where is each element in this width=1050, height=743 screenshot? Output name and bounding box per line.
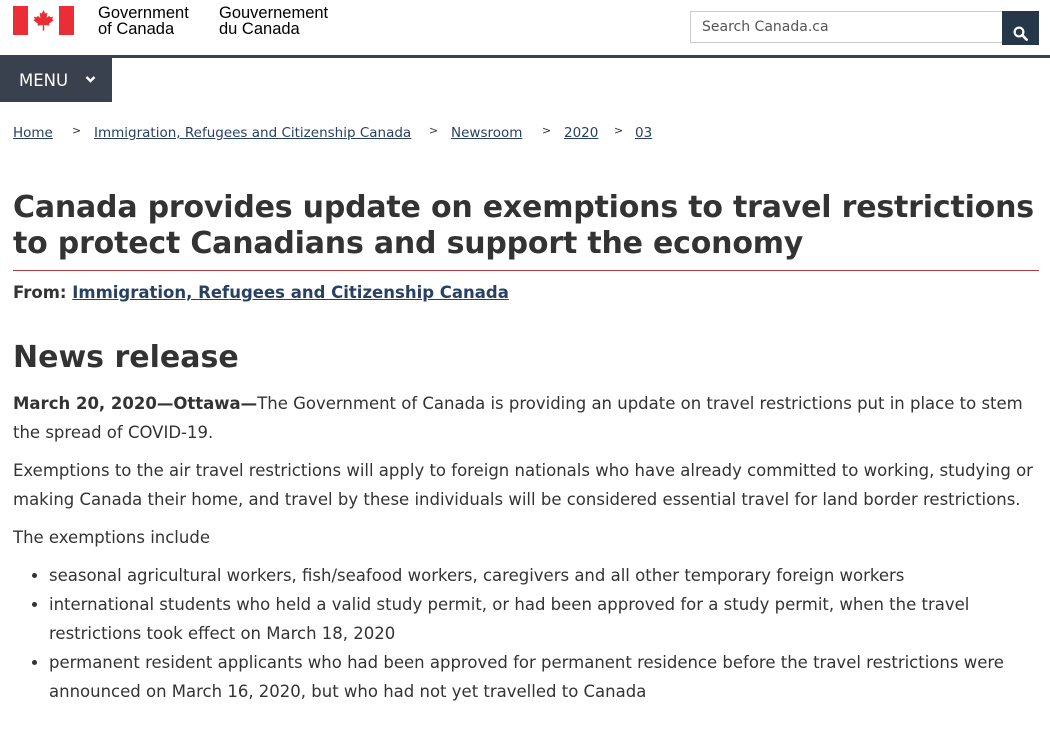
article-body	[13, 389, 1039, 706]
title-divider	[13, 270, 1039, 271]
menu-button[interactable]	[0, 58, 112, 102]
paragraph-intro	[13, 389, 1039, 447]
breadcrumb-separator: >	[429, 124, 439, 137]
search-input[interactable]	[690, 11, 1003, 43]
breadcrumb-03[interactable]: 03	[635, 125, 653, 141]
exemptions-list	[13, 561, 1039, 706]
signature-french[interactable]	[219, 5, 328, 37]
signature-fr-line1: Gouvernement	[219, 4, 329, 22]
search-button[interactable]	[1002, 11, 1039, 45]
dateline: March 20, 2020—Ottawa—	[13, 394, 258, 413]
signature-fr-line2: du Canada	[219, 20, 300, 38]
signature-en-line1: Government	[98, 4, 189, 22]
paragraph-intro-text: The Government of Canada is providing an update on travel restrictions put in place to stem the spread of COVID-19.	[13, 394, 1023, 442]
canada-flag-icon[interactable]	[13, 6, 74, 35]
search-form	[690, 11, 1039, 45]
from-line	[13, 283, 509, 302]
list-item: • permanent resident applicants who had been approved for permanent residence before the travel restrictions were announced on March 16, 2020, but who had not yet travelled to Canada	[49, 648, 1039, 706]
breadcrumb-ircc[interactable]: Immigration, Refugees and Citizenship Canada	[94, 125, 412, 141]
signature-en-line2: of Canada	[98, 20, 175, 38]
breadcrumb-home[interactable]: Home	[13, 125, 53, 141]
from-label: From:	[13, 283, 67, 302]
list-item: • international students who held a valid study permit, or had been approved for a study permit, when the travel restrictions took effect on March 18, 2020	[49, 590, 1039, 648]
breadcrumb-separator: >	[542, 124, 552, 137]
list-item: • seasonal agricultural workers, fish/seafood workers, caregivers and all other temporary foreign workers	[49, 561, 1039, 590]
breadcrumb-separator: >	[72, 124, 82, 137]
site-header	[0, 0, 1050, 58]
paragraph-exemptions: Exemptions to the air travel restrictions will apply to foreign nationals who have already committed to working, studying or making Canada their home, and travel by these individuals will be considered essential travel for land border restrictions.	[13, 461, 1033, 509]
section-heading: News release	[13, 340, 239, 375]
paragraph-list-intro: The exemptions include	[13, 528, 210, 547]
signature-english[interactable]	[98, 5, 189, 37]
breadcrumb-2020[interactable]: 2020	[564, 125, 599, 141]
breadcrumb-newsroom[interactable]: Newsroom	[451, 125, 523, 141]
magnifier-icon	[1013, 26, 1028, 41]
menu-label: MENU	[19, 70, 69, 90]
menu-bar	[0, 58, 1050, 102]
breadcrumb-separator: >	[614, 124, 624, 137]
chevron-down-icon	[85, 75, 96, 84]
page-title: Canada provides update on exemptions to travel restrictions to protect Canadians and support the economy	[13, 190, 1034, 261]
from-department-link[interactable]: Immigration, Refugees and Citizenship Canada	[72, 283, 509, 302]
